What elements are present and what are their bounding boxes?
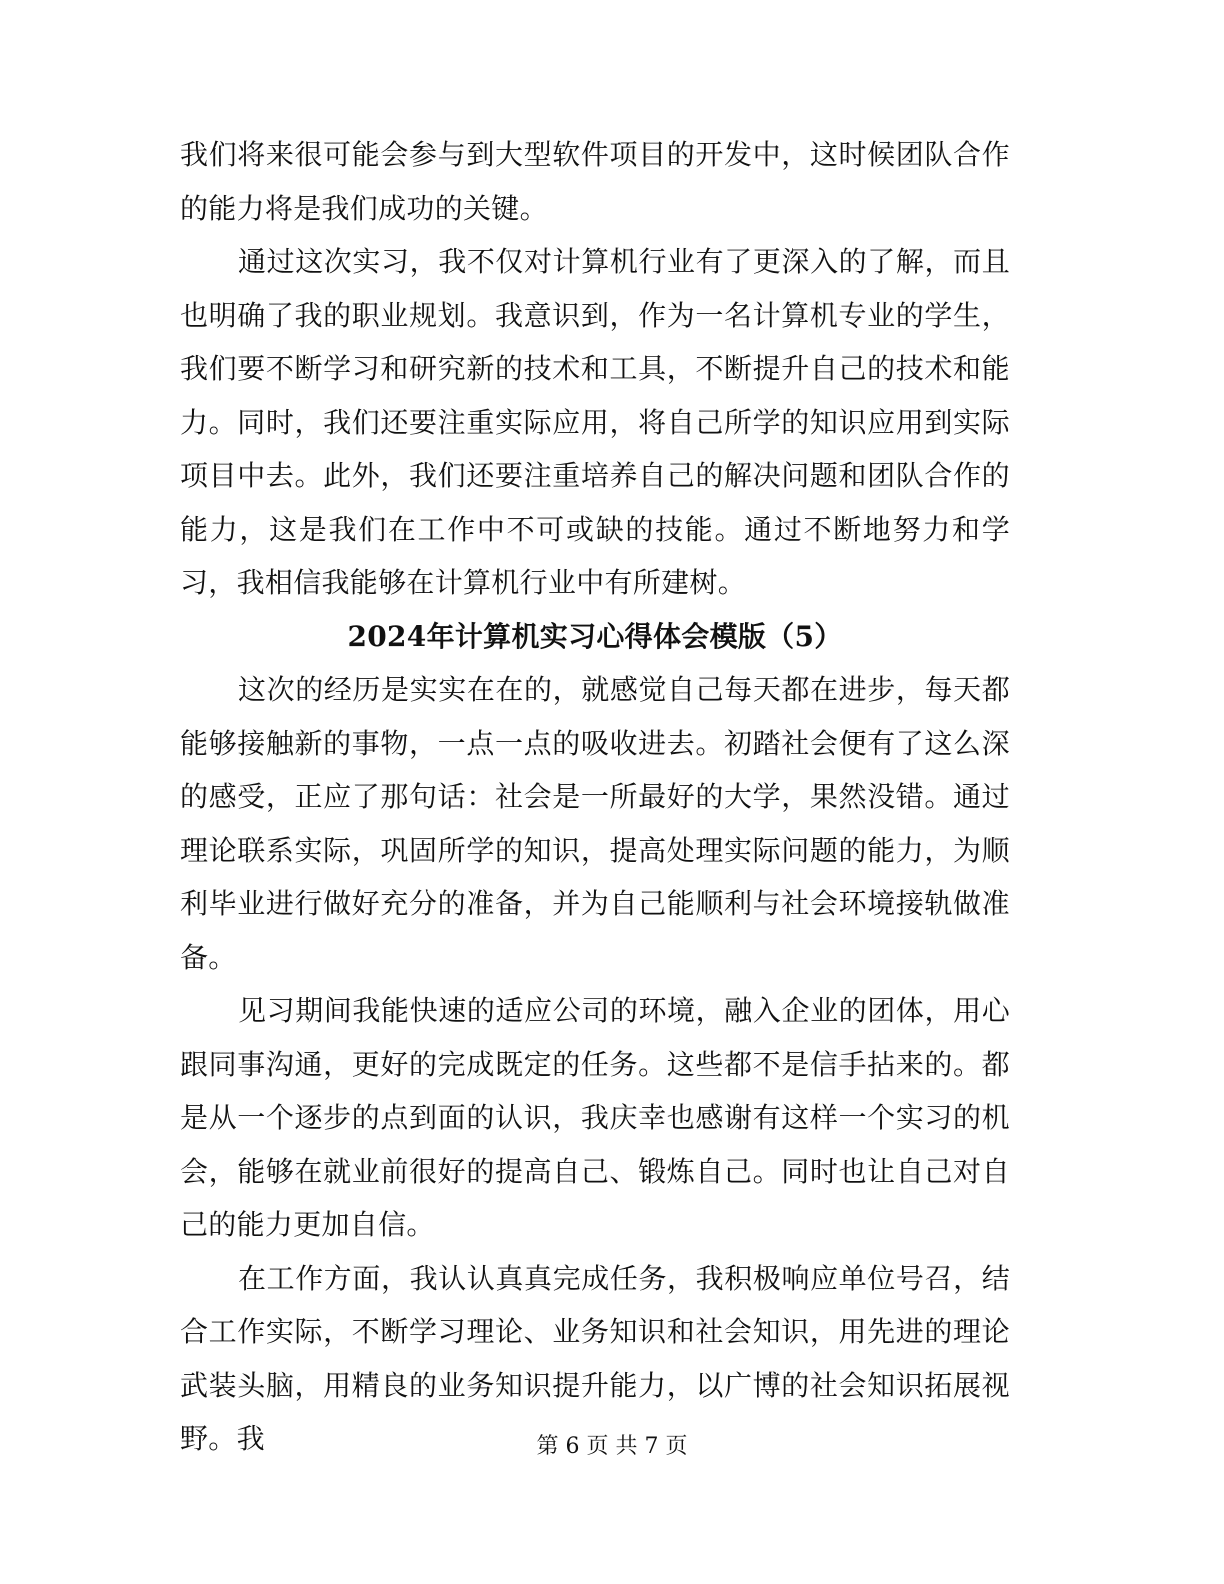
page-number-text: 第 6 页 共 7 页 bbox=[536, 1434, 688, 1459]
paragraph-work-aspect: 在工作方面，我认认真真完成任务，我积极响应单位号召，结合工作实际，不断学习理论、业务知识和社会知识，用先进的理论武装头脑，用精良的业务知识提升能力，以广博的社会知识拓展视野。我 bbox=[180, 1261, 1010, 1455]
document-body bbox=[180, 128, 1010, 1466]
section-title: 2024年计算机实习心得体会模版（5） bbox=[347, 619, 843, 653]
paragraph-career-planning: 通过这次实习，我不仅对计算机行业有了更深入的了解，而且也明确了我的职业规划。我意识到，作为一名计算机专业的学生，我们要不断学习和研究新的技术和工具，不断提升自己的技术和能力。同时，我们还要注重实际应用，将自己所学的知识应用到实际项目中去。此外，我们还要注重培养自己的解决问题和团队合作的能力，这是我们在工作中不可或缺的技能。通过不断地努力和学习，我相信我能够在计算机行业中有所建树。 bbox=[180, 245, 1010, 599]
paragraph-internship-adaptation: 见习期间我能快速的适应公司的环境，融入企业的团体，用心跟同事沟通，更好的完成既定的任务。这些都不是信手拈来的。都是从一个逐步的点到面的认识，我庆幸也感谢有这样一个实习的机会，能够在就业前很好的提高自己、锻炼自己。同时也让自己对自己的能力更加自信。 bbox=[180, 994, 1010, 1241]
paragraph-continuation: 我们将来很可能会参与到大型软件项目的开发中，这时候团队合作的能力将是我们成功的关键。 bbox=[180, 138, 1010, 225]
page-number-footer bbox=[0, 1432, 1224, 1462]
paragraph-experience: 这次的经历是实实在在的，就感觉自己每天都在进步，每天都能够接触新的事物，一点一点的吸收进去。初踏社会便有了这么深的感受，正应了那句话：社会是一所最好的大学，果然没错。通过理论联系实际，巩固所学的知识，提高处理实际问题的能力，为顺利毕业进行做好充分的准备，并为自己能顺利与社会环境接轨做准备。 bbox=[180, 673, 1010, 974]
